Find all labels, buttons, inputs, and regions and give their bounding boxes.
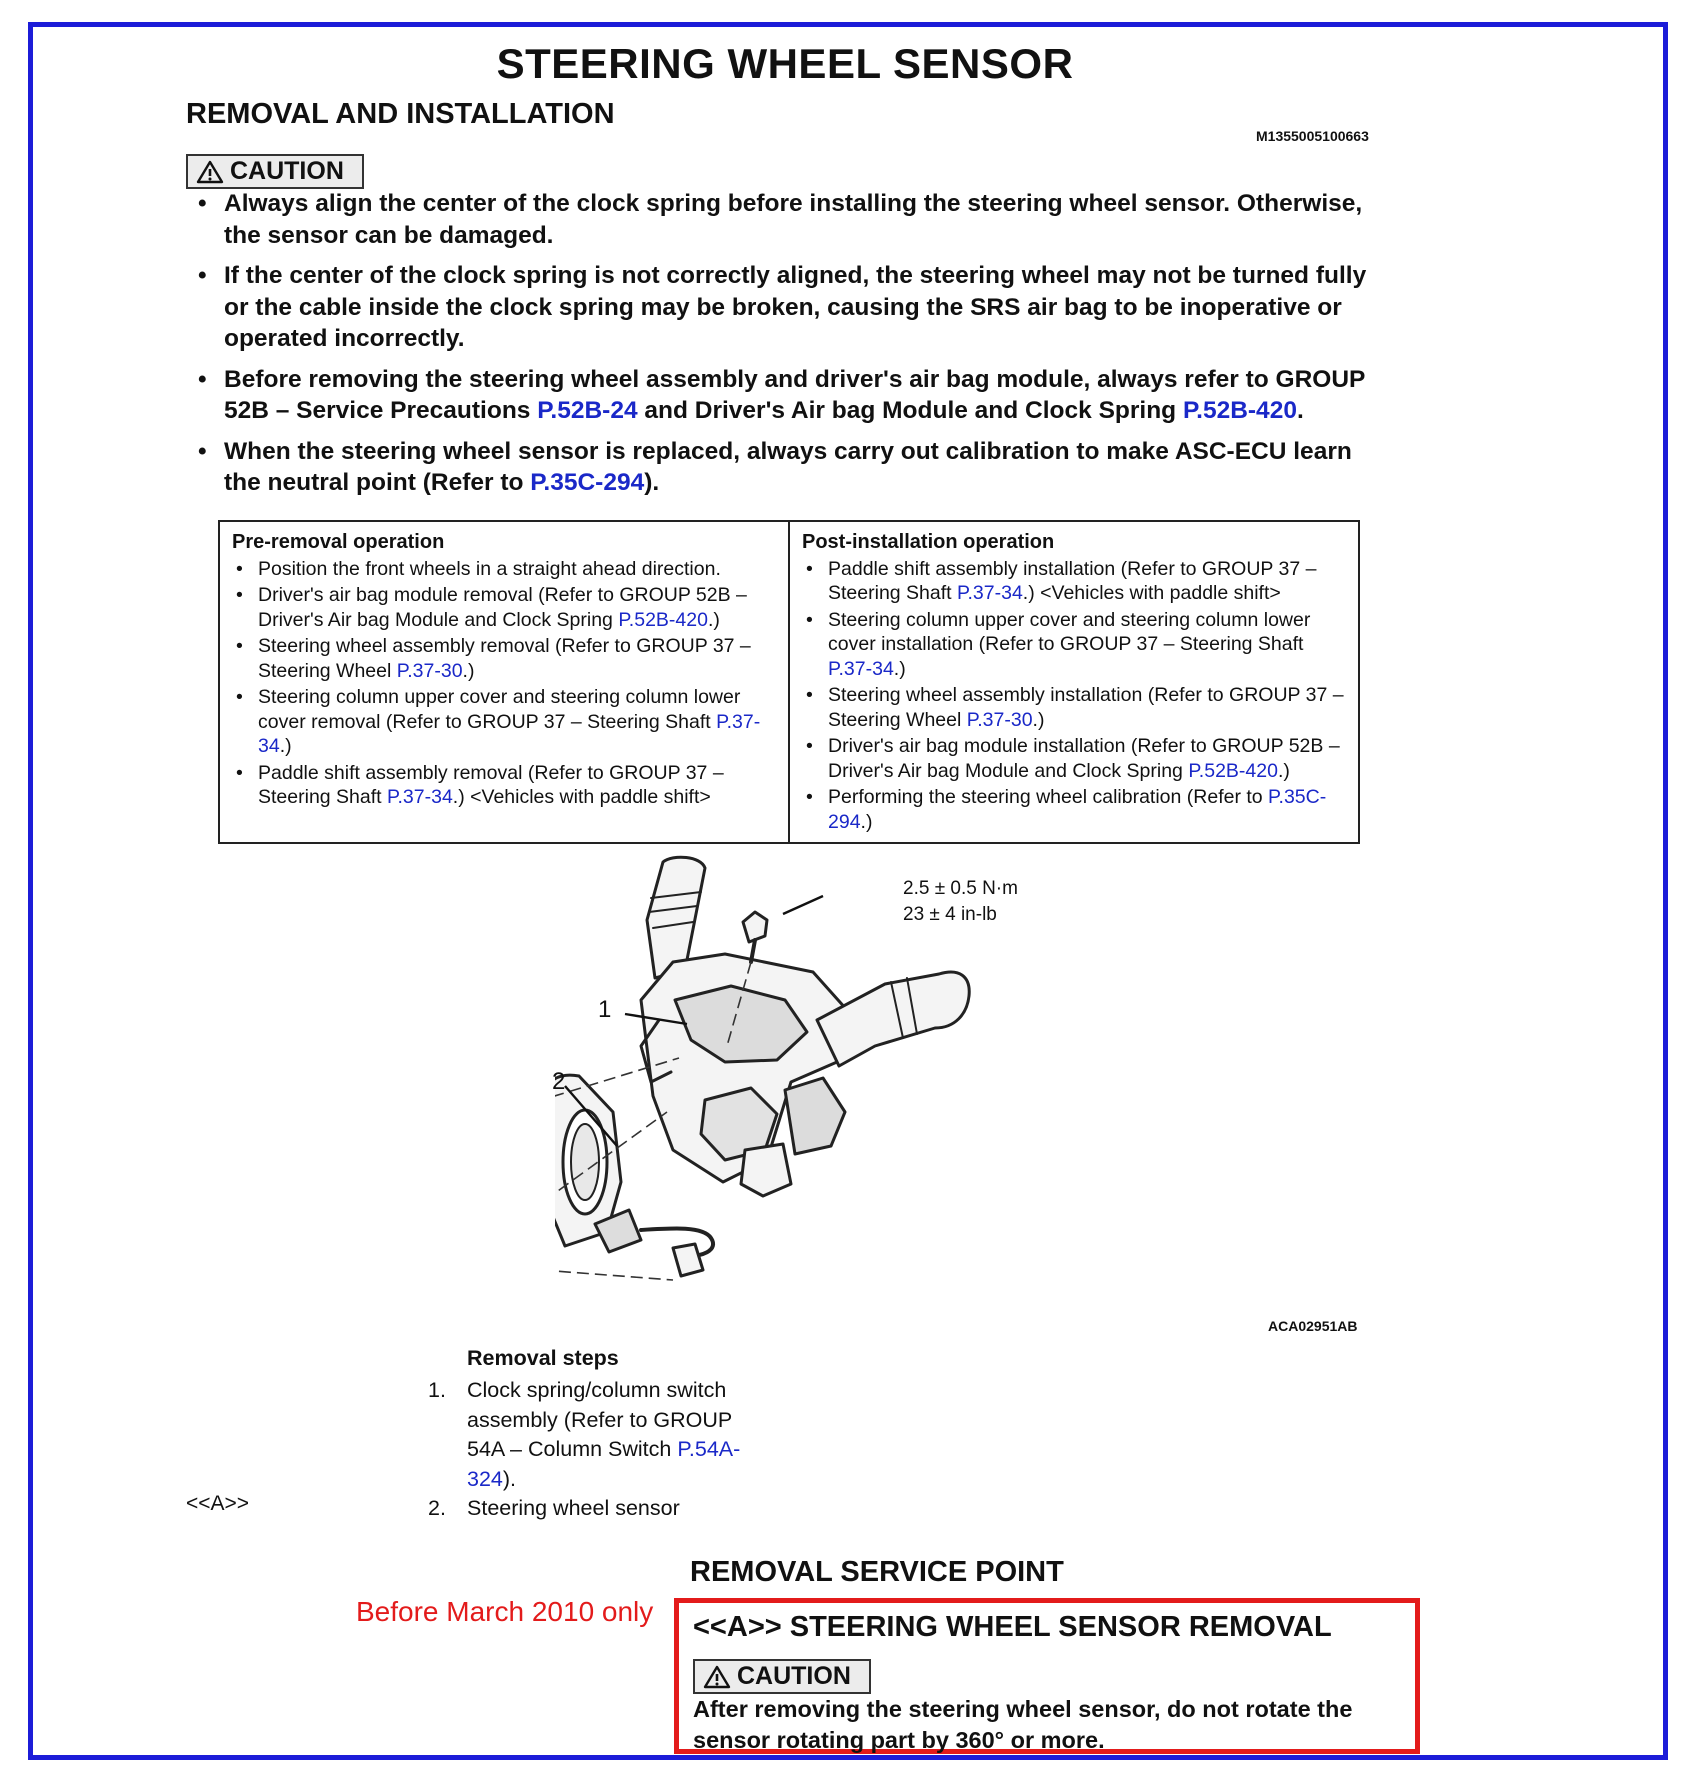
- figure-id: ACA02951AB: [1268, 1318, 1358, 1334]
- lever-stalk-right: [817, 972, 969, 1066]
- page-title: STEERING WHEEL SENSOR: [496, 40, 1074, 87]
- service-point-heading: REMOVAL SERVICE POINT: [690, 1556, 1064, 1588]
- list-item: [802, 734, 1348, 783]
- caution-text: and Driver's Air bag Module and Clock Spring: [637, 397, 1183, 424]
- list-item: [232, 557, 778, 582]
- list-item: [232, 583, 778, 632]
- reference-link[interactable]: P.52B-420: [1182, 397, 1297, 424]
- list-item: [802, 683, 1348, 732]
- item-text: Steering column upper cover and steering column lower cover removal (Refer to GROUP 37 – Steering Shaft: [258, 686, 741, 733]
- torque-nm: 2.5 ± 0.5 N·m: [903, 878, 1018, 899]
- caution-label-box: [693, 1659, 871, 1694]
- pre-removal-heading: Pre-removal operation: [232, 531, 445, 553]
- caution-item: [186, 260, 1391, 355]
- removal-steps-list: [428, 1376, 768, 1524]
- section-subtitle: REMOVAL AND INSTALLATION: [186, 98, 615, 130]
- item-text: Performing the steering wheel calibration (Refer to: [828, 786, 1269, 808]
- steering-sensor-diagram: [555, 850, 1115, 1320]
- reference-link[interactable]: P.35C-294: [530, 469, 645, 496]
- caution-text: When the steering wheel sensor is replaced, always carry out calibration to make ASC-ECU learn the neutral point (Refer to: [224, 437, 1352, 496]
- torque-spec: [903, 876, 1018, 928]
- reference-link[interactable]: P.35C-294: [828, 786, 1327, 833]
- step-text: ).: [502, 1466, 517, 1491]
- pre-removal-column: [220, 522, 790, 842]
- removal-step: [428, 1494, 768, 1524]
- step-number: 2.: [428, 1496, 446, 1520]
- item-text: Steering column upper cover and steering column lower cover installation (Refer to GROUP 37 – Steering Shaft: [828, 608, 1311, 655]
- step-number: 1.: [428, 1378, 446, 1402]
- item-text: .): [860, 810, 873, 833]
- column-switch-body: [641, 954, 847, 1196]
- document-id: M1355005100663: [1256, 128, 1369, 144]
- list-item: [802, 785, 1348, 834]
- callout-2: 2: [552, 1068, 566, 1095]
- item-text: Steering wheel assembly removal (Refer to GROUP 37 – Steering Wheel: [258, 635, 751, 682]
- caution-label: CAUTION: [737, 1662, 851, 1690]
- removal-step: [428, 1376, 768, 1494]
- post-installation-heading: Post-installation operation: [802, 531, 1055, 553]
- item-text: .): [462, 659, 475, 682]
- callout-1: 1: [598, 996, 612, 1023]
- caution-list: [186, 188, 1391, 508]
- post-installation-column: [790, 522, 1358, 842]
- reference-link[interactable]: P.54A-324: [467, 1437, 741, 1491]
- reference-link[interactable]: P.37-30: [966, 708, 1033, 731]
- item-text: .) <Vehicles with paddle shift>: [452, 786, 711, 808]
- service-point-subheading: <<A>> STEERING WHEEL SENSOR REMOVAL: [693, 1611, 1332, 1643]
- caution-text: ).: [644, 469, 660, 496]
- reference-link[interactable]: P.37-34: [258, 710, 761, 757]
- item-text: .): [279, 735, 292, 757]
- warning-triangle-icon: [703, 1665, 731, 1689]
- reference-link[interactable]: P.52B-24: [537, 397, 638, 424]
- list-item: [232, 761, 778, 810]
- bolt-top: [743, 912, 767, 962]
- caution-text: If the center of the clock spring is not correctly aligned, the steering wheel may not be turned fully or the cable inside the clock spring may be broken, causing the SRS air bag to be inoperative or operated incorrectly.: [224, 262, 1367, 352]
- date-note: Before March 2010 only: [356, 1596, 654, 1627]
- caution-item: [186, 364, 1391, 427]
- warning-triangle-icon: [196, 160, 224, 184]
- reference-link[interactable]: P.52B-420: [1188, 759, 1278, 782]
- item-text: .) <Vehicles with paddle shift>: [1022, 582, 1281, 604]
- item-text: .): [1277, 759, 1290, 782]
- item-text: Driver's air bag module removal (Refer to GROUP 52B – Driver's Air bag Module and Clock Spring: [258, 584, 747, 631]
- caution-text: .: [1296, 397, 1304, 424]
- item-text: .): [893, 657, 906, 680]
- caution-label: CAUTION: [230, 157, 344, 185]
- reference-link[interactable]: P.37-34: [957, 582, 1023, 604]
- item-text: .): [1032, 708, 1045, 731]
- list-item: [232, 685, 778, 759]
- item-text: Paddle shift assembly installation (Refer to GROUP 37 – Steering Shaft: [828, 557, 1317, 604]
- service-point-text: After removing the steering wheel sensor, do not rotate the sensor rotating part by 360° or more.: [693, 1696, 1353, 1753]
- caution-text: Before removing the steering wheel assembly and driver's air bag module, always refer to GROUP 52B – Service Precautions: [224, 365, 1365, 424]
- torque-inlb: 23 ± 4 in-lb: [903, 904, 997, 925]
- reference-link[interactable]: P.37-30: [396, 659, 463, 682]
- item-text: .): [707, 608, 720, 631]
- caution-item: [186, 188, 1391, 251]
- caution-text: Always align the center of the clock spring before installing the steering wheel sensor. Otherwise, the sensor can be damaged.: [224, 190, 1363, 249]
- step-text: Steering wheel sensor: [467, 1496, 680, 1520]
- list-item: [802, 608, 1348, 682]
- service-point-mark: <<A>>: [186, 1492, 250, 1515]
- item-text: Position the front wheels in a straight ahead direction.: [258, 557, 721, 580]
- removal-steps-heading: Removal steps: [467, 1346, 619, 1370]
- item-text: Driver's air bag module installation (Refer to GROUP 52B – Driver's Air bag Module and Clock Spring: [828, 735, 1340, 782]
- item-text: Paddle shift assembly removal (Refer to GROUP 37 – Steering Shaft: [258, 761, 724, 808]
- reference-link[interactable]: P.37-34: [828, 657, 894, 680]
- reference-link[interactable]: P.52B-420: [618, 608, 708, 631]
- caution-label-box: [186, 154, 364, 189]
- step-text: Clock spring/column switch assembly (Refer to GROUP 54A – Column Switch: [467, 1378, 732, 1461]
- item-text: Steering wheel assembly installation (Refer to GROUP 37 – Steering Wheel: [828, 684, 1344, 731]
- caution-item: [186, 436, 1391, 499]
- list-item: [802, 557, 1348, 606]
- highlight-box: [674, 1598, 1420, 1754]
- list-item: [232, 634, 778, 683]
- operations-table: [218, 520, 1360, 844]
- reference-link[interactable]: P.37-34: [387, 786, 453, 808]
